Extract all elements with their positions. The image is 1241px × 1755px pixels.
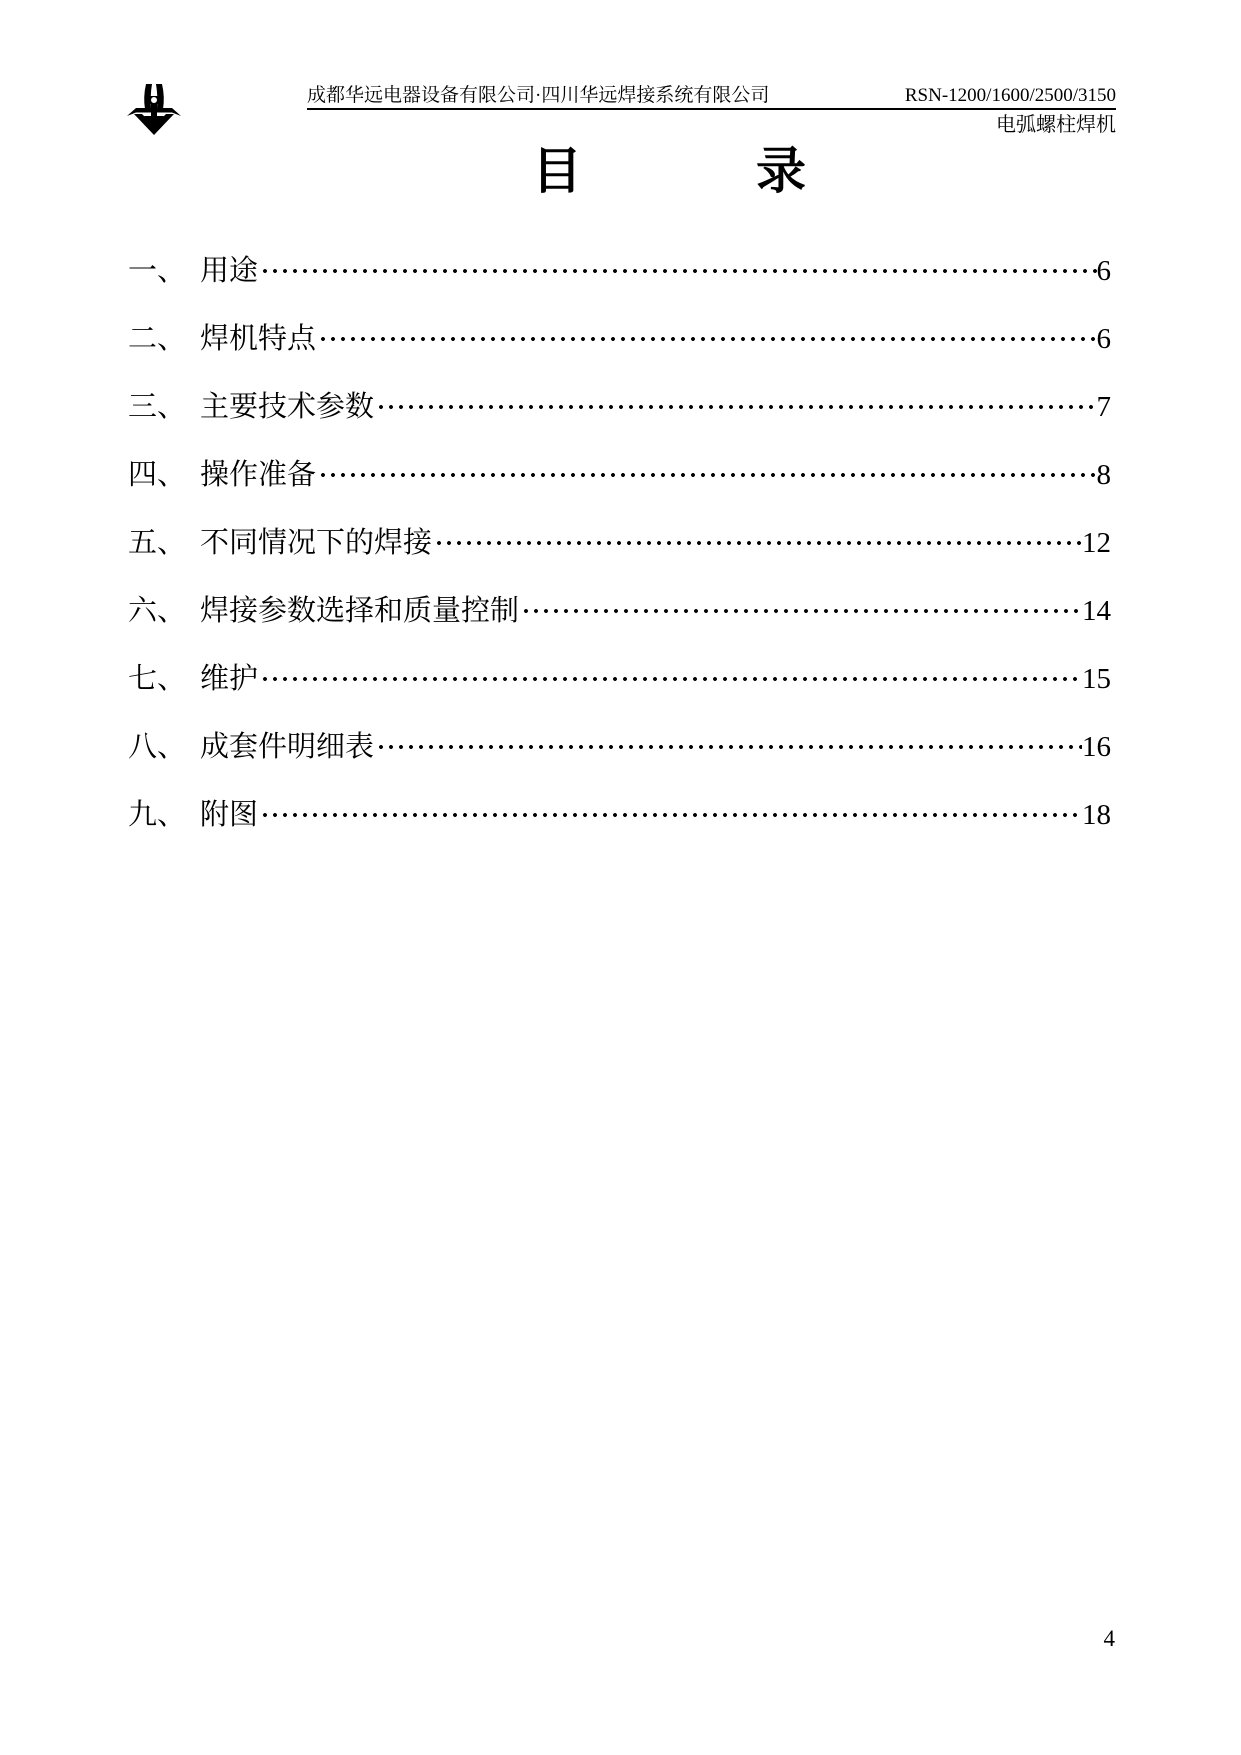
toc-entry-page: 7 [1096, 391, 1111, 423]
dot-leader [376, 373, 1096, 441]
toc-entry-number: 九、 [128, 799, 187, 831]
toc-entry-page: 6 [1096, 255, 1111, 287]
toc-title: 目 录 [532, 143, 812, 199]
toc-entry-page: 15 [1082, 663, 1111, 695]
toc-entry-number: 一、 [128, 255, 187, 287]
model-number: RSN-1200/1600/2500/3150 [904, 85, 1116, 106]
product-name: 电弧螺柱焊机 [996, 114, 1116, 136]
toc-entry[interactable] [128, 373, 1111, 441]
toc-entry[interactable] [128, 713, 1111, 781]
table-of-contents [128, 237, 1111, 849]
toc-entry-title: 成套件明细表 [200, 731, 375, 763]
toc-entry-title: 焊接参数选择和质量控制 [200, 595, 520, 627]
toc-entry-title: 用途 [200, 255, 259, 287]
page-header [307, 85, 1116, 110]
toc-entry-title: 附图 [200, 799, 259, 831]
toc-entry-page: 14 [1082, 595, 1111, 627]
huayuan-logo-icon [126, 82, 182, 138]
dot-leader [260, 645, 1082, 713]
dot-leader [318, 441, 1096, 509]
toc-entry-number: 四、 [128, 459, 187, 491]
toc-entry[interactable] [128, 781, 1111, 849]
toc-entry-number: 五、 [128, 527, 187, 559]
toc-entry-title: 不同情况下的焊接 [200, 527, 433, 559]
dot-leader [318, 305, 1096, 373]
toc-entry[interactable] [128, 237, 1111, 305]
toc-entry-number: 八、 [128, 731, 187, 763]
dot-leader [260, 237, 1096, 305]
toc-entry-page: 6 [1096, 323, 1111, 355]
dot-leader [521, 577, 1082, 645]
toc-entry-title: 操作准备 [200, 459, 317, 491]
toc-entry[interactable] [128, 645, 1111, 713]
toc-entry-page: 16 [1082, 731, 1111, 763]
toc-entry-title: 焊机特点 [200, 323, 317, 355]
toc-entry-number: 二、 [128, 323, 187, 355]
toc-entry[interactable] [128, 509, 1111, 577]
toc-entry[interactable] [128, 441, 1111, 509]
toc-entry-page: 8 [1096, 459, 1111, 491]
toc-entry-title: 维护 [200, 663, 259, 695]
dot-leader [376, 713, 1082, 781]
toc-entry-page: 12 [1082, 527, 1111, 559]
company-name: 成都华远电器设备有限公司·四川华远焊接系统有限公司 [307, 85, 770, 106]
page-number: 4 [1103, 1626, 1115, 1651]
toc-entry-number: 三、 [128, 391, 187, 423]
dot-leader [434, 509, 1082, 577]
toc-entry-page: 18 [1082, 799, 1111, 831]
toc-entry-number: 六、 [128, 595, 187, 627]
toc-entry-title: 主要技术参数 [200, 391, 375, 423]
toc-entry[interactable] [128, 305, 1111, 373]
toc-entry[interactable] [128, 577, 1111, 645]
dot-leader [260, 781, 1082, 849]
toc-entry-number: 七、 [128, 663, 187, 695]
